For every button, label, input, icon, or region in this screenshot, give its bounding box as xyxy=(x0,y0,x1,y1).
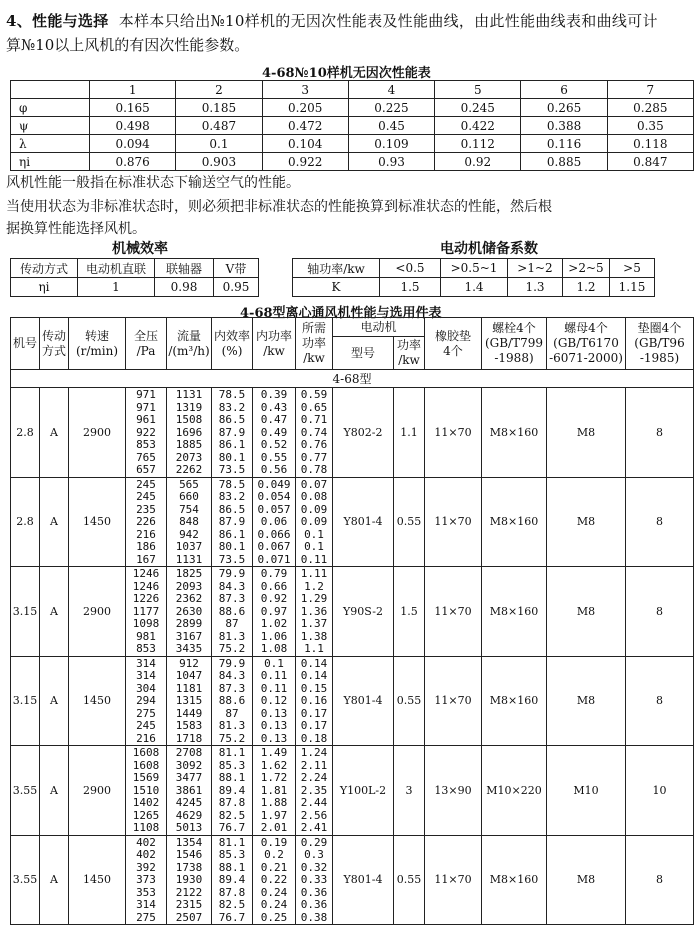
body-paragraph-2b: 据换算性能选择风机。 xyxy=(6,221,146,237)
table1-value-cell: 0.112 xyxy=(435,135,521,153)
req-values-cell: 0.07 0.08 0.09 0.09 0.1 0.1 0.11 xyxy=(296,477,333,567)
table1-value-cell: 0.185 xyxy=(176,99,262,117)
table1-value-cell: 0.93 xyxy=(348,153,434,171)
motor-model-cell: Y100L-2 xyxy=(333,746,394,836)
power-values-cell: 0.79 0.66 0.92 0.97 1.02 1.06 1.08 xyxy=(253,567,296,657)
flow-values-cell: 1825 2093 2362 2630 2899 3167 3435 xyxy=(167,567,212,657)
table1-value-cell: 0.92 xyxy=(435,153,521,171)
table1-value-cell: 0.903 xyxy=(176,153,262,171)
eff-values-cell: 79.9 84.3 87.3 88.6 87 81.3 75.2 xyxy=(212,567,253,657)
machine-no-cell: 2.8 xyxy=(11,477,40,567)
table1-value-cell: 0.498 xyxy=(90,117,176,135)
table1-symbol-cell: φ xyxy=(11,99,90,117)
table2-cell: 0.98 xyxy=(155,278,214,297)
req-values-cell: 0.14 0.14 0.15 0.16 0.17 0.17 0.18 xyxy=(296,656,333,746)
dimensionless-performance-table xyxy=(10,80,694,171)
table1-value-cell: 0.1 xyxy=(176,135,262,153)
bolt-cell: M8×160 xyxy=(482,477,547,567)
header-efficiency: 内效率 (%) xyxy=(212,318,253,370)
fan-group-row xyxy=(11,388,694,478)
fan-group-row xyxy=(11,567,694,657)
header-motor-power: 功率 /kw xyxy=(394,337,425,370)
table3-header-cell: >5 xyxy=(610,259,655,278)
table3-cell: 1.4 xyxy=(441,278,508,297)
table2-header-cell: 传动方式 xyxy=(11,259,78,278)
table1-row xyxy=(11,135,694,153)
power-values-cell: 1.49 1.62 1.72 1.81 1.88 1.97 2.01 xyxy=(253,746,296,836)
motor-power-cell: 1.1 xyxy=(394,388,425,478)
intro-line-1 xyxy=(6,10,658,31)
speed-cell: 1450 xyxy=(69,477,126,567)
pressure-values-cell: 245 245 235 226 216 186 167 xyxy=(126,477,167,567)
washer-cell: 8 xyxy=(626,656,694,746)
motor-model-cell: Y801-4 xyxy=(333,477,394,567)
washer-cell: 10 xyxy=(626,746,694,836)
table1-value-cell: 0.422 xyxy=(435,117,521,135)
body-paragraph-2a: 当使用状态为非标准状态时，则必须把非标准状态的性能换算到标准状态的性能，然后根 xyxy=(6,199,552,215)
table1-caption: 4-68№10样机无因次性能表 xyxy=(262,66,431,81)
table3-header-row xyxy=(293,259,655,278)
table1-header-cell: 3 xyxy=(262,81,348,99)
intro-line-2: 算№10以上风机的有因次性能参数。 xyxy=(6,36,250,54)
drive-cell: A xyxy=(40,835,69,925)
table2-header-cell: V带 xyxy=(214,259,259,278)
body-paragraph-1: 风机性能一般指在标准状态下输送空气的性能。 xyxy=(6,175,300,191)
rubber-pad-cell: 11×70 xyxy=(425,477,482,567)
table1-value-cell: 0.245 xyxy=(435,99,521,117)
header-bolt: 螺栓4个 (GB/T799 -1988) xyxy=(482,318,547,370)
table1-value-cell: 0.205 xyxy=(262,99,348,117)
header-required-power: 所需 功率 /kw xyxy=(296,318,333,370)
motor-power-cell: 1.5 xyxy=(394,567,425,657)
table3-cell: 1.3 xyxy=(508,278,563,297)
table2-cell: 1 xyxy=(78,278,155,297)
table4-caption: 4-68型离心通风机性能与选用件表 xyxy=(240,306,442,321)
fan-group-row xyxy=(11,477,694,567)
table3-header-cell: >2~5 xyxy=(563,259,610,278)
speed-cell: 2900 xyxy=(69,388,126,478)
speed-cell: 2900 xyxy=(69,567,126,657)
bolt-cell: M8×160 xyxy=(482,835,547,925)
motor-power-cell: 3 xyxy=(394,746,425,836)
table1-value-cell: 0.45 xyxy=(348,117,434,135)
rubber-pad-cell: 13×90 xyxy=(425,746,482,836)
table3-cell: 1.15 xyxy=(610,278,655,297)
table3-value-row xyxy=(293,278,655,297)
table1-value-cell: 0.285 xyxy=(607,99,693,117)
speed-cell: 1450 xyxy=(69,656,126,746)
drive-cell: A xyxy=(40,656,69,746)
nut-cell: M8 xyxy=(547,835,626,925)
drive-cell: A xyxy=(40,567,69,657)
power-values-cell: 0.049 0.054 0.057 0.06 0.066 0.067 0.071 xyxy=(253,477,296,567)
eff-values-cell: 78.5 83.2 86.5 87.9 86.1 80.1 73.5 xyxy=(212,388,253,478)
motor-model-cell: Y90S-2 xyxy=(333,567,394,657)
table1-row xyxy=(11,99,694,117)
table4-header-row-1 xyxy=(11,318,694,337)
rubber-pad-cell: 11×70 xyxy=(425,388,482,478)
washer-cell: 8 xyxy=(626,477,694,567)
table1-value-cell: 0.094 xyxy=(90,135,176,153)
washer-cell: 8 xyxy=(626,835,694,925)
table1-header-cell xyxy=(11,81,90,99)
req-values-cell: 1.24 2.11 2.24 2.35 2.44 2.56 2.41 xyxy=(296,746,333,836)
table1-row xyxy=(11,117,694,135)
table1-header-cell: 1 xyxy=(90,81,176,99)
drive-cell: A xyxy=(40,746,69,836)
table2-cell: 0.95 xyxy=(214,278,259,297)
table4-subhead-row xyxy=(11,370,694,388)
table3-header-cell: 轴功率/kw xyxy=(293,259,380,278)
table1-value-cell: 0.265 xyxy=(521,99,607,117)
table2-cell: ηi xyxy=(11,278,78,297)
pressure-values-cell: 314 314 304 294 275 245 216 xyxy=(126,656,167,746)
table1-symbol-cell: ψ xyxy=(11,117,90,135)
header-drive: 传动 方式 xyxy=(40,318,69,370)
table1-header-cell: 4 xyxy=(348,81,434,99)
header-pressure: 全压 /Pa xyxy=(126,318,167,370)
machine-no-cell: 3.15 xyxy=(11,567,40,657)
table1-header-row xyxy=(11,81,694,99)
table1-value-cell: 0.35 xyxy=(607,117,693,135)
header-flow: 流量 /(m³/h) xyxy=(167,318,212,370)
table1-value-cell: 0.885 xyxy=(521,153,607,171)
table3-header-cell: <0.5 xyxy=(380,259,441,278)
table1-value-cell: 0.388 xyxy=(521,117,607,135)
table2-header-cell: 电动机直联 xyxy=(78,259,155,278)
header-nut: 螺母4个 (GB/T6170 -6071-2000) xyxy=(547,318,626,370)
table1-value-cell: 0.225 xyxy=(348,99,434,117)
bolt-cell: M8×160 xyxy=(482,388,547,478)
header-speed: 转速 (r/min) xyxy=(69,318,126,370)
mechanical-efficiency-table xyxy=(10,258,259,297)
table1-value-cell: 0.116 xyxy=(521,135,607,153)
table1-header-cell: 6 xyxy=(521,81,607,99)
header-motor: 电动机 xyxy=(333,318,425,337)
table3-cell: K xyxy=(293,278,380,297)
req-values-cell: 0.59 0.65 0.71 0.74 0.76 0.77 0.78 xyxy=(296,388,333,478)
machine-no-cell: 3.55 xyxy=(11,746,40,836)
section-heading: 4、性能与选择 xyxy=(6,12,109,30)
table3-header-cell: >1~2 xyxy=(508,259,563,278)
fan-group-row xyxy=(11,656,694,746)
req-values-cell: 0.29 0.3 0.32 0.33 0.36 0.36 0.38 xyxy=(296,835,333,925)
table3-header-cell: >0.5~1 xyxy=(441,259,508,278)
motor-power-cell: 0.55 xyxy=(394,835,425,925)
rubber-pad-cell: 11×70 xyxy=(425,656,482,746)
speed-cell: 1450 xyxy=(69,835,126,925)
pressure-values-cell: 402 402 392 373 353 314 275 xyxy=(126,835,167,925)
header-washer: 垫圈4个 (GB/T96 -1985) xyxy=(626,318,694,370)
table2-header-row xyxy=(11,259,259,278)
washer-cell: 8 xyxy=(626,567,694,657)
table1-value-cell: 0.104 xyxy=(262,135,348,153)
req-values-cell: 1.11 1.2 1.29 1.36 1.37 1.38 1.1 xyxy=(296,567,333,657)
fan-group-row xyxy=(11,746,694,836)
table1-header-cell: 7 xyxy=(607,81,693,99)
nut-cell: M8 xyxy=(547,477,626,567)
power-values-cell: 0.19 0.2 0.21 0.22 0.24 0.24 0.25 xyxy=(253,835,296,925)
flow-values-cell: 2708 3092 3477 3861 4245 4629 5013 xyxy=(167,746,212,836)
table1-header-cell: 5 xyxy=(435,81,521,99)
table1-value-cell: 0.922 xyxy=(262,153,348,171)
speed-cell: 2900 xyxy=(69,746,126,836)
motor-power-cell: 0.55 xyxy=(394,656,425,746)
pressure-values-cell: 1608 1608 1569 1510 1402 1265 1108 xyxy=(126,746,167,836)
table1-symbol-cell: λ xyxy=(11,135,90,153)
machine-no-cell: 2.8 xyxy=(11,388,40,478)
table1-value-cell: 0.876 xyxy=(90,153,176,171)
drive-cell: A xyxy=(40,477,69,567)
table1-value-cell: 0.118 xyxy=(607,135,693,153)
machine-no-cell: 3.55 xyxy=(11,835,40,925)
nut-cell: M8 xyxy=(547,388,626,478)
rubber-pad-cell: 11×70 xyxy=(425,835,482,925)
nut-cell: M8 xyxy=(547,656,626,746)
drive-cell: A xyxy=(40,388,69,478)
type-subhead: 4-68型 xyxy=(11,370,694,388)
table2-caption: 机械效率 xyxy=(112,241,168,257)
eff-values-cell: 81.1 85.3 88.1 89.4 87.8 82.5 76.7 xyxy=(212,746,253,836)
fan-group-row xyxy=(11,835,694,925)
motor-model-cell: Y801-4 xyxy=(333,656,394,746)
pressure-values-cell: 971 971 961 922 853 765 657 xyxy=(126,388,167,478)
header-motor-model: 型号 xyxy=(333,337,394,370)
table3-cell: 1.5 xyxy=(380,278,441,297)
table1-value-cell: 0.487 xyxy=(176,117,262,135)
rubber-pad-cell: 11×70 xyxy=(425,567,482,657)
eff-values-cell: 78.5 83.2 86.5 87.9 86.1 80.1 73.5 xyxy=(212,477,253,567)
table1-value-cell: 0.109 xyxy=(348,135,434,153)
pressure-values-cell: 1246 1246 1226 1177 1098 981 853 xyxy=(126,567,167,657)
motor-power-cell: 0.55 xyxy=(394,477,425,567)
table2-value-row xyxy=(11,278,259,297)
power-values-cell: 0.39 0.43 0.47 0.49 0.52 0.55 0.56 xyxy=(253,388,296,478)
fan-selection-table xyxy=(10,317,694,925)
table3-caption: 电动机储备系数 xyxy=(440,241,538,257)
power-values-cell: 0.1 0.11 0.11 0.12 0.13 0.13 0.13 xyxy=(253,656,296,746)
bolt-cell: M8×160 xyxy=(482,567,547,657)
motor-reserve-factor-table xyxy=(292,258,655,297)
machine-no-cell: 3.15 xyxy=(11,656,40,746)
table1-header-cell: 2 xyxy=(176,81,262,99)
motor-model-cell: Y802-2 xyxy=(333,388,394,478)
flow-values-cell: 912 1047 1181 1315 1449 1583 1718 xyxy=(167,656,212,746)
bolt-cell: M8×160 xyxy=(482,656,547,746)
header-machine-no: 机号 xyxy=(11,318,40,370)
table1-value-cell: 0.165 xyxy=(90,99,176,117)
table2-header-cell: 联轴器 xyxy=(155,259,214,278)
nut-cell: M8 xyxy=(547,567,626,657)
intro-text-1: 本样本只给出№10样机的无因次性能表及性能曲线，由此性能曲线表和曲线可计 xyxy=(118,12,658,30)
flow-values-cell: 565 660 754 848 942 1037 1131 xyxy=(167,477,212,567)
eff-values-cell: 79.9 84.3 87.3 88.6 87 81.3 75.2 xyxy=(212,656,253,746)
flow-values-cell: 1354 1546 1738 1930 2122 2315 2507 xyxy=(167,835,212,925)
washer-cell: 8 xyxy=(626,388,694,478)
table1-value-cell: 0.472 xyxy=(262,117,348,135)
header-internal-power: 内功率 /kw xyxy=(253,318,296,370)
table1-value-cell: 0.847 xyxy=(607,153,693,171)
flow-values-cell: 1131 1319 1508 1696 1885 2073 2262 xyxy=(167,388,212,478)
header-rubber-pad: 橡胶垫 4个 xyxy=(425,318,482,370)
eff-values-cell: 81.1 85.3 88.1 89.4 87.8 82.5 76.7 xyxy=(212,835,253,925)
table1-row xyxy=(11,153,694,171)
bolt-cell: M10×220 xyxy=(482,746,547,836)
nut-cell: M10 xyxy=(547,746,626,836)
motor-model-cell: Y801-4 xyxy=(333,835,394,925)
table3-cell: 1.2 xyxy=(563,278,610,297)
table1-symbol-cell: ηi xyxy=(11,153,90,171)
